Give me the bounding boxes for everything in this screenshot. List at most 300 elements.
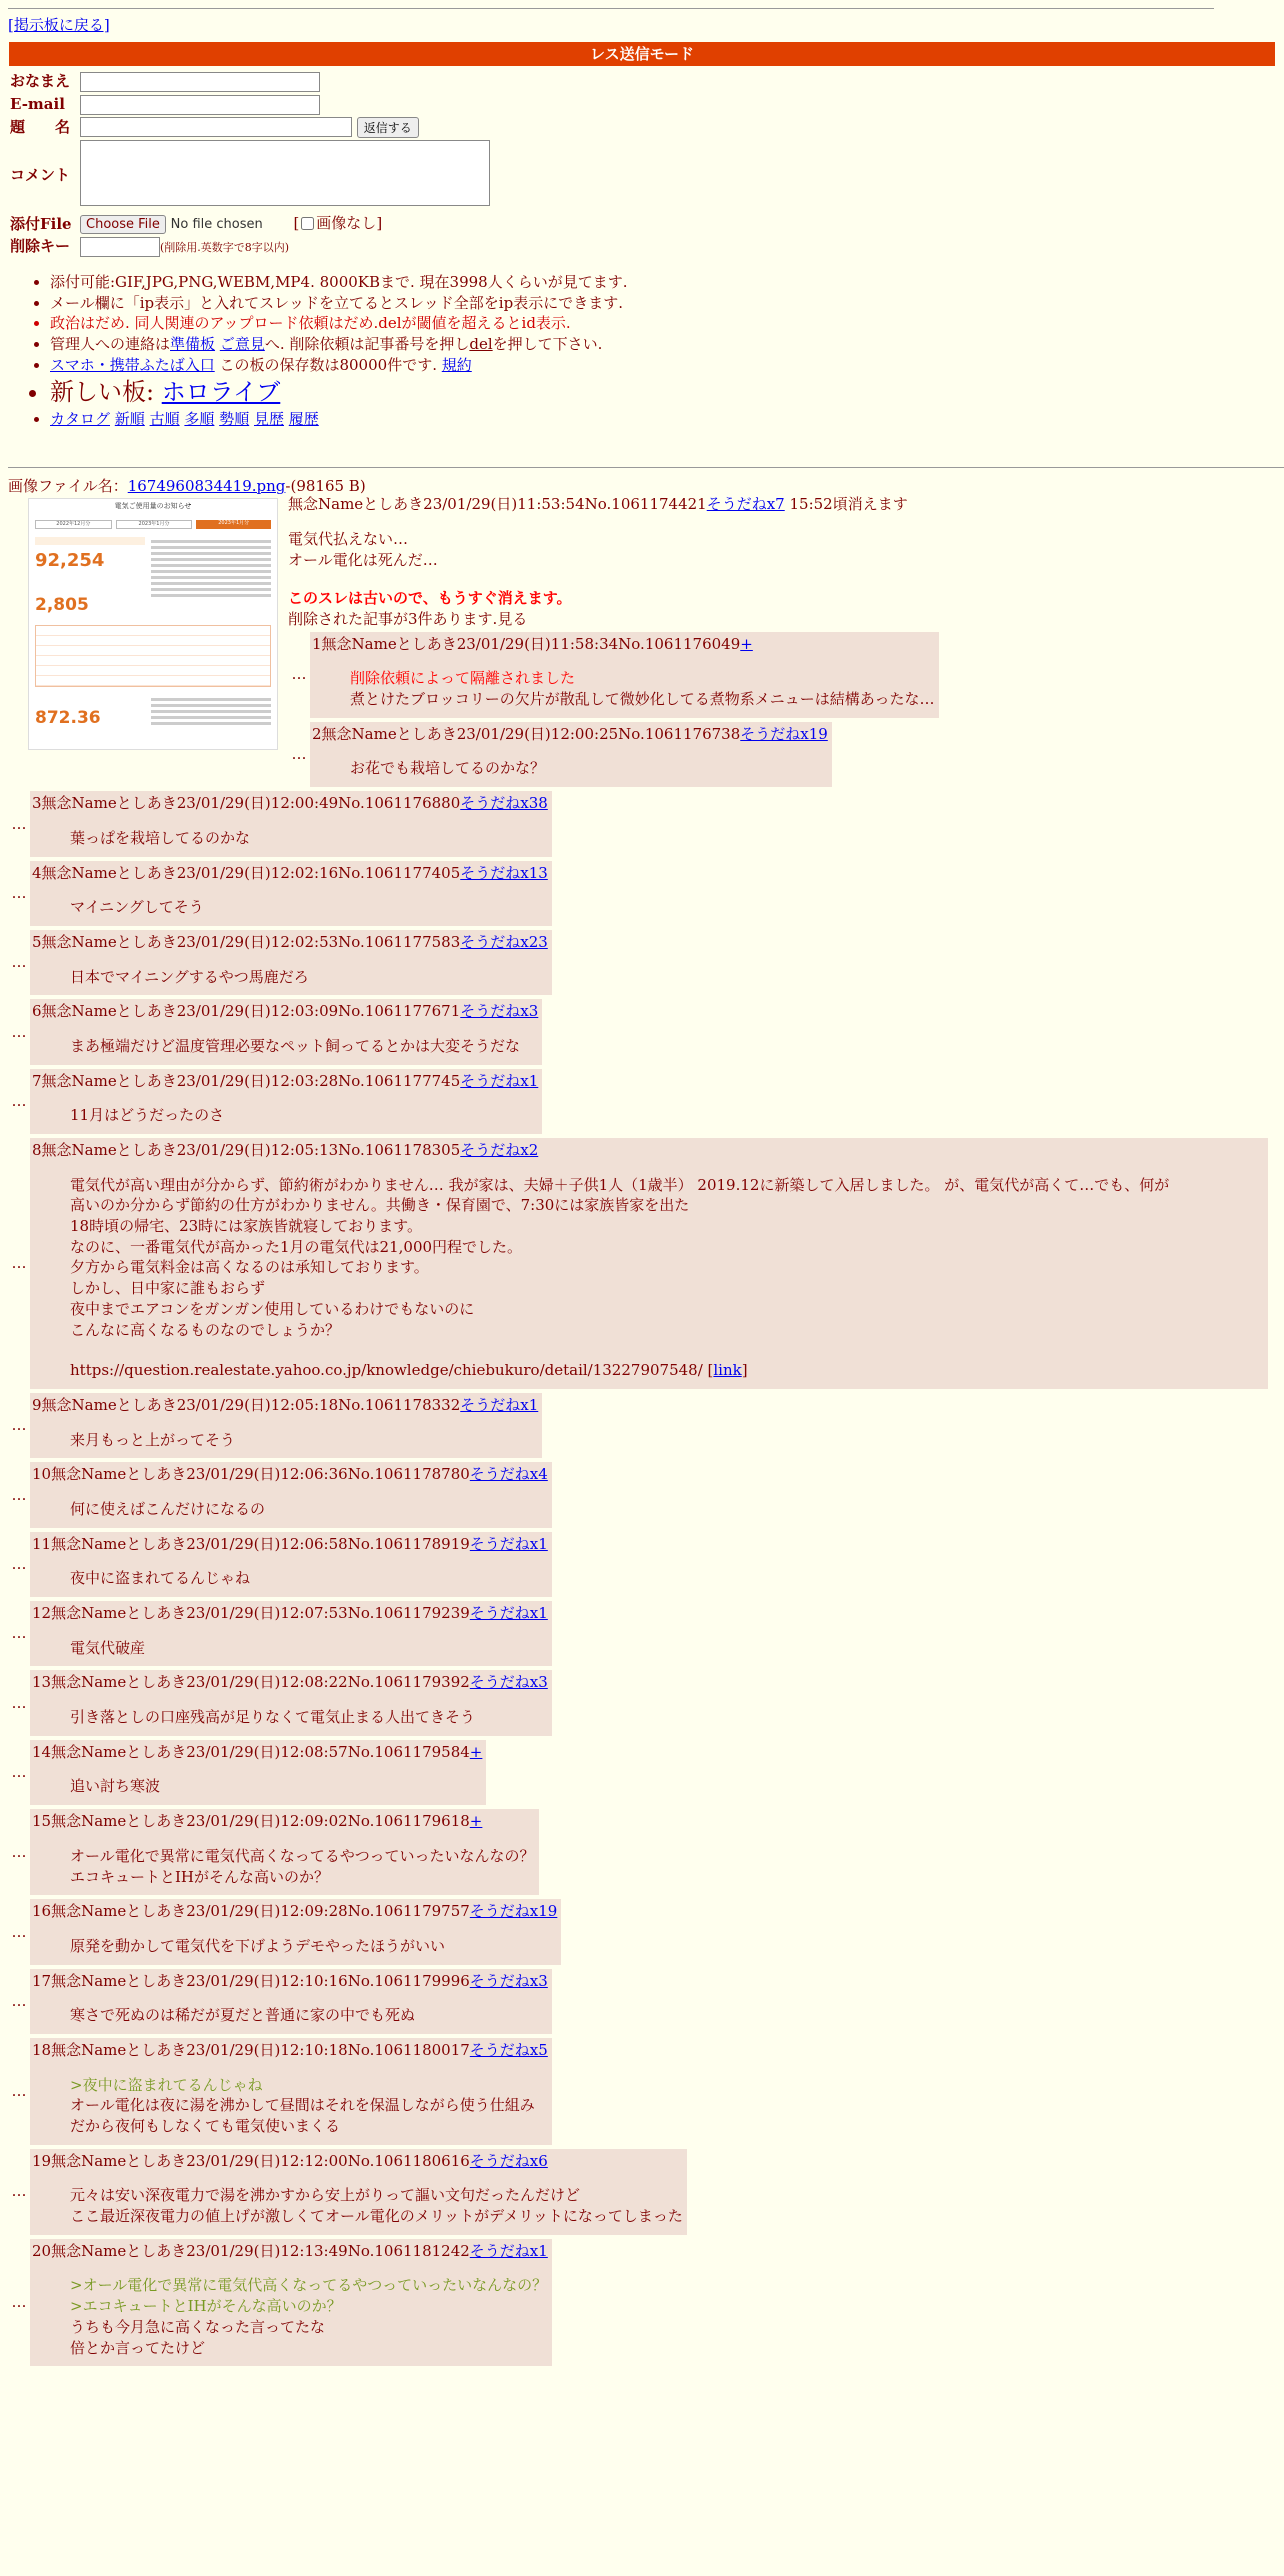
sodane-link[interactable]: そうだねx1 [460,1071,539,1090]
reply-header-text: 10無念Nameとしあき23/01/29(日)12:06:36No.1061178780 [32,1465,470,1484]
reply-header [32,1001,538,1022]
thumb-line [151,558,271,561]
reply-line-text: 元々は安い深夜電力で湯を沸かすから安上がりって謳い文句だったんだけど [70,2186,581,2205]
thumb-line [151,570,271,573]
rules-link[interactable]: 規約 [441,355,472,374]
reply-post [30,2038,552,2145]
thumb-lower [35,695,271,730]
reply-body [70,1036,538,1057]
reply-line-text: 電気代破産 [70,1638,146,1657]
reply-ellipsis: … [11,2082,27,2101]
sodane-link[interactable]: そうだねx5 [469,2040,548,2059]
top-rule [8,8,1214,9]
thumb-tab-1: 2022年12月分 [35,520,112,529]
reply-header-text: 19無念Nameとしあき23/01/29(日)12:12:00No.1061180616 [32,2151,470,2170]
quote-line [70,2296,548,2317]
thumb-right-lines [151,537,271,617]
note-storage: この板の保存数は80000件です. [214,355,437,374]
reply-post [30,999,542,1064]
reply-line [70,2338,548,2359]
reply-line [70,1320,1234,1341]
thumb-line [151,588,271,591]
choose-file-button[interactable]: Choose File [80,215,166,234]
reply-row [8,1393,1284,1458]
reply-header [32,932,548,953]
reply-line-text: 煮とけたブロッコリーの欠片が散乱して微妙化してる煮物系メニューは結構あったな… [350,690,935,709]
reply-header [32,2241,548,2262]
reply-post [30,791,552,856]
reply-line [70,1846,535,1867]
reply-line [70,1568,548,1589]
op-thumbnail[interactable] [28,498,278,750]
reply-header [312,724,828,745]
link-bracket: ] [741,1361,748,1380]
reply-post [30,1899,561,1964]
reply-line-text: 寒さで死ぬのは稀だが夏だと普通に家の中でも死ぬ [70,2006,416,2025]
reply-row [8,1601,1284,1666]
back-to-board-link[interactable]: [掲示板に戻る] [8,16,110,34]
reply-ellipsis: … [291,745,307,764]
reply-line [70,1216,1234,1237]
reply-ellipsis: … [11,883,27,902]
reply-row [8,1670,1284,1735]
reply-line [70,1638,548,1659]
sort-link[interactable]: 新順 [114,409,145,428]
del-word: del [469,335,493,354]
reply-list [8,632,1284,2367]
reply-header-text: 12無念Nameとしあき23/01/29(日)12:07:53No.1061179239 [32,1604,470,1623]
quote-line [70,2275,548,2296]
reply-line [70,2185,683,2206]
reply-line [70,1776,482,1797]
reply-post [30,1532,552,1597]
reply-header [32,2151,683,2172]
reply-body [70,1707,548,1728]
reply-line-text: 高いのか分からず節約の仕方がわかりません。共働き・保育園で、7:30には家族皆家を出た [70,1196,690,1215]
thread-separator [8,467,1284,468]
reply-line-text: 18時頃の帰宅、23時には家族皆就寝しております。 [70,1217,422,1236]
reply-line-text: 11月はどうだったのさ [70,1106,225,1125]
reply-post [30,1069,542,1134]
reply-line-text: だから夜何もしなくても電気使いまくる [70,2117,341,2136]
reply-header-text: 1無念Nameとしあき23/01/29(日)11:58:34No.1061176049 [312,634,741,653]
board-notes [22,272,1284,429]
reply-row [288,632,1284,718]
reply-header-text: 18無念Nameとしあき23/01/29(日)12:10:18No.1061180017 [32,2040,470,2059]
reply-header [32,1140,1264,1161]
reply-body [70,1430,538,1451]
reply-line [70,1867,535,1888]
reply-body [70,1936,557,1957]
file-name-label: 画像ファイル名： [8,477,128,496]
reply-line-text: オール電化は夜に湯を沸かして昼間はそれを保温しながら使う仕組み [70,2096,535,2115]
reply-body [70,2005,548,2026]
sort-link[interactable]: カタログ [50,409,111,428]
reply-post [30,1670,552,1735]
reply-row [8,2239,1284,2366]
reply-header-text: 11無念Nameとしあき23/01/29(日)12:06:58No.1061178919 [32,1534,470,1553]
reply-line-text: 日本でマイニングするやつ馬鹿だろ [70,967,309,986]
reply-ellipsis: … [11,1485,27,1504]
reply-header [32,1811,535,1832]
no-image-checkbox[interactable] [301,217,314,230]
note-mobile [50,355,1284,376]
reply-row [8,791,1284,856]
reply-line-text: お花でも栽培してるのかな？ [350,759,546,778]
reply-line [70,2206,683,2227]
note-contact-text: 管理人への連絡は [50,335,171,354]
reply-line [70,1278,1234,1299]
reply-line [70,1430,538,1451]
deleted-posts-note: 削除された記事が3件あります.見る [288,610,528,629]
sort-link[interactable]: 多順 [184,409,215,428]
thumb-bar [35,537,145,545]
reply-line [70,1175,1234,1196]
op-file-link[interactable]: 1674960834419.png [127,477,286,496]
op-file-size: -(98165 B) [285,477,366,496]
reply-row [8,861,1284,926]
note-contact [50,334,1284,355]
reply-header-text: 17無念Nameとしあき23/01/29(日)12:10:16No.1061179996 [32,1971,470,1990]
comment-label: コメント [10,166,71,185]
sodane-link[interactable]: そうだねx3 [469,1673,548,1692]
reply-line [70,1105,538,1126]
reply-body [70,1499,548,1520]
reply-row [8,1532,1284,1597]
reply-line-text: なのに、一番電気代が高かった1月の電気代は21,000円程でした。 [70,1237,523,1256]
op-header-text: 無念Nameとしあき23/01/29(日)11:53:54No.1061174421 [288,495,707,514]
note-contact-text3: を押して下さい. [492,335,603,354]
reply-line [350,758,828,779]
reply-header [32,2040,548,2061]
reply-line-text: エコキュートとIHがそんな高いのか？ [70,1867,330,1886]
back-link-wrap [8,15,1284,36]
reply-body [70,1175,1234,1381]
reply-header-text: 2無念Nameとしあき23/01/29(日)12:00:25No.1061176738 [312,724,741,743]
op-sodane-link[interactable]: そうだねx7 [706,495,785,514]
thumb-line [151,698,271,701]
reply-ellipsis: … [11,1092,27,1111]
reply-line [70,2095,548,2116]
reply-ellipsis: … [11,1555,27,1574]
note-sort-links [50,409,1284,430]
reply-line-text: しかし、日中家に誰もおらず [70,1279,266,1298]
reply-line [70,1299,1234,1320]
reply-row [8,1809,1284,1895]
reply-header [32,1395,538,1416]
reply-line-text: https://question.realestate.yahoo.co.jp/knowledge/chiebukuro/detail/13227907548/ [ [70,1361,714,1380]
sodane-link[interactable]: + [469,1812,483,1831]
reply-line-text: うちも今月急に高くなった言ってたな [70,2317,326,2336]
sodane-link[interactable]: そうだねx13 [460,863,548,882]
op-expire: 15:52頃消えます [784,495,908,514]
reply-body [70,2075,548,2137]
reply-body [70,1105,538,1126]
thumb-line [151,716,271,719]
reply-header-text: 20無念Nameとしあき23/01/29(日)12:13:49No.1061181242 [32,2241,470,2260]
sodane-link[interactable]: そうだねx1 [460,1395,539,1414]
name-label: おなまえ [10,72,71,91]
reply-line-text: 夕方から電気料金は高くなるのは承知しております。 [70,1258,429,1277]
reply-header-text: 14無念Nameとしあき23/01/29(日)12:08:57No.1061179584 [32,1742,470,1761]
feedback-link[interactable]: ご意見 [219,335,265,354]
reply-line-text: 夜中に盗まれてるんじゃね [70,1569,251,1588]
reply-ellipsis: … [11,1416,27,1435]
thumb-tab-3: 2023年1月分 [196,520,271,529]
reply-ellipsis: … [291,665,307,684]
reply-line-text: ここ最近深夜電力の値上げが激しくてオール電化のメリットがデメリットになってしまった [70,2207,683,2226]
reply-line [70,2317,548,2338]
new-board-text: 新しい板: [50,377,162,406]
reply-header [32,1603,548,1624]
reply-post [30,1740,486,1805]
reply-ellipsis: … [11,1842,27,1861]
reply-ellipsis: … [11,1763,27,1782]
reply-body [70,967,548,988]
reply-post [30,1393,542,1458]
reply-post [30,1969,552,2034]
reply-post [30,861,552,926]
old-thread-warning: このスレは古いので、もうすぐ消えます。 [288,589,572,608]
reply-line-text: こんなに高くなるものなのでしょうか？ [70,1320,341,1339]
email-input[interactable] [80,95,320,115]
sort-link[interactable]: 勢順 [219,409,250,428]
reply-line [350,668,935,689]
reply-header [32,1742,482,1763]
reply-line [350,689,935,710]
reply-header [32,1071,538,1092]
reply-header [312,634,935,655]
thumb-table [35,625,271,687]
reply-post [30,1601,552,1666]
reply-body [70,2185,683,2226]
reply-row [8,930,1284,995]
reply-ellipsis: … [11,1922,27,1941]
reply-header-text: 15無念Nameとしあき23/01/29(日)12:09:02No.1061179618 [32,1812,470,1831]
reply-mode-banner: レス送信モード [9,42,1275,67]
reply-line-text: 来月もっと上がってそう [70,1430,236,1449]
reply-body [350,668,935,709]
thumb-line [151,540,271,543]
thumb-value-2: 2,805 [35,594,89,615]
thumb-line [151,722,271,725]
thumb-tab-2: 2023年1月分 [116,520,193,529]
reply-header [32,1534,548,1555]
reply-line [70,1237,1234,1258]
thumb-line [151,710,271,713]
reply-header [32,1672,548,1693]
reply-post [30,1809,539,1895]
reply-line-text: 削除依頼によって隔離されました [350,669,576,688]
thumb-line [151,704,271,707]
reply-header-text: 16無念Nameとしあき23/01/29(日)12:09:28No.1061179757 [32,1902,470,1921]
sodane-link[interactable]: そうだねx1 [469,1604,548,1623]
reply-post [30,2239,552,2366]
reply-body [70,2275,548,2358]
sodane-link[interactable]: そうだねx4 [469,1465,548,1484]
hololive-link[interactable]: ホロライブ [161,377,281,406]
reply-row [8,1740,1284,1805]
reply-header [32,1901,557,1922]
sodane-link[interactable]: そうだねx23 [460,932,548,951]
reply-ellipsis: … [11,2293,27,2312]
reply-post [310,722,832,787]
reply-header-text: 4無念Nameとしあき23/01/29(日)12:02:16No.1061177405 [32,863,461,882]
sodane-link[interactable]: そうだねx6 [469,2151,548,2170]
reply-post [30,2149,687,2235]
reply-line [70,1499,548,1520]
reply-post [30,1138,1268,1389]
reply-post [310,632,939,718]
sort-link[interactable]: 古順 [149,409,180,428]
reply-ellipsis: … [11,953,27,972]
thumb-line [151,582,271,585]
email-label: E-mail [10,95,65,114]
reply-line-text: 夜中までエアコンをガンガン使用しているわけでもないのに [70,1299,475,1318]
reply-header-text: 9無念Nameとしあき23/01/29(日)12:05:18No.1061178332 [32,1395,461,1414]
reply-row [8,2038,1284,2145]
sodane-link[interactable]: そうだねx38 [460,794,548,813]
reply-body [70,897,548,918]
sort-link[interactable]: 見歴 [253,409,284,428]
sodane-link[interactable]: そうだねx3 [469,1971,548,1990]
reply-header-text: 6無念Nameとしあき23/01/29(日)12:03:09No.1061177671 [32,1002,461,1021]
submit-button[interactable]: 返信する [357,117,419,138]
reply-line-text: 引き落としの口座残高が足りなくて電気止まる人出てきそう [70,1708,476,1727]
reply-row [8,1138,1284,1389]
file-label: 添付File [10,214,72,233]
reply-line-text: 電気代が高い理由が分からず、節約術がわかりません… 我が家は、夫婦＋子供1人（1歳半） 2019.12に新築して入居しました。 が、電気代が高くて…でも、何が [70,1175,1170,1194]
sodane-link[interactable]: そうだねx1 [469,2241,548,2260]
reply-ellipsis: … [11,814,27,833]
subject-input[interactable] [80,117,352,137]
reply-header-text: 5無念Nameとしあき23/01/29(日)12:02:53No.1061177583 [32,932,461,951]
reply-ellipsis: … [11,1624,27,1643]
reply-line [70,2116,548,2137]
reply-line [70,1707,548,1728]
reply-header-text: 3無念Nameとしあき23/01/29(日)12:00:49No.1061176880 [32,794,461,813]
sodane-link[interactable]: + [740,634,753,653]
thumb-lower-lines [151,695,271,730]
sodane-link[interactable]: そうだねx2 [460,1141,539,1160]
note-new-board [50,376,1284,409]
sodane-link[interactable]: そうだねx19 [469,1902,558,1921]
mobile-entry-link[interactable]: スマホ・携帯ふたば入口 [50,355,215,374]
delete-key-hint: (削除用.英数字で8字以内) [160,241,290,255]
reply-line [70,967,548,988]
reply-ellipsis: … [11,2182,27,2201]
thumb-line [151,576,271,579]
reply-ellipsis: … [11,1991,27,2010]
thumb-title: 電気ご使用量のお知らせ [114,502,192,511]
reply-ellipsis: … [11,1022,27,1041]
reply-post [30,930,552,995]
reply-line [70,897,548,918]
reply-header [32,1971,548,1992]
reply-row [8,1462,1284,1527]
reply-line-text: オール電化で異常に電気代高くなってるやつっていったいなんなの？ [70,1846,535,1865]
reply-line [70,1257,1234,1278]
note-politics: • 政治はだめ. 同人関連のアップロード依頼はだめ.delが閾値を超えるとid表示. [50,313,1284,334]
reply-line [70,1036,538,1057]
reply-row [8,999,1284,1064]
note-contact-text2: へ. 削除依頼は記事番号を押し [264,335,470,354]
reply-line [70,1936,557,1957]
reply-header [32,1464,548,1485]
reply-line-text: >オール電化で異常に電気代高くなってるやつっていったいなんなの？ [70,2276,548,2295]
delete-key-input[interactable] [80,237,160,257]
reply-line [70,1195,1234,1216]
thumb-line [151,594,271,597]
comment-textarea[interactable] [80,140,490,206]
reply-line [70,828,548,849]
sodane-link[interactable]: そうだねx19 [740,724,828,743]
reply-ellipsis: … [11,1693,27,1712]
reply-post [30,1462,552,1527]
reply-row [8,2149,1284,2235]
reply-line-text: >夜中に盗まれてるんじゃね [70,2075,263,2094]
subject-label: 題 名 [10,117,71,136]
quote-line [70,2075,548,2096]
reply-header-text: 7無念Nameとしあき23/01/29(日)12:03:28No.1061177745 [32,1071,461,1090]
name-input[interactable] [80,72,320,92]
thumb-line [151,552,271,555]
reply-body [70,1846,535,1887]
post-form: おなまえ E-mail 題 名 返信する コメント 添付File Choose File No file chosen [ 画像なし] 削除キー (削除用.英数字で8字以内) [8,70,492,258]
sort-link[interactable]: 履歴 [288,409,319,428]
reply-header-text: 8無念Nameとしあき23/01/29(日)12:05:13No.1061178305 [32,1141,461,1160]
reply-line [70,2005,548,2026]
sodane-link[interactable]: そうだねx3 [460,1002,539,1021]
reply-body [70,1638,548,1659]
reply-row [8,1899,1284,1964]
external-link[interactable]: link [713,1361,742,1380]
reply-line-text: マイニングしてそう [70,898,204,917]
reply-header [32,863,548,884]
reply-line-text: まあ極端だけど温度管理必要なペット飼ってるとかは大変そうだな [70,1036,521,1055]
op-header [288,494,1284,515]
reply-body [70,1776,482,1797]
thumb-upper [35,537,271,617]
reply-line-text: 何に使えばこんだけになるの [70,1499,266,1518]
op-post [288,476,1284,629]
thumb-tabs [35,520,271,529]
sodane-link[interactable]: + [469,1742,483,1761]
reply-row [288,722,1284,787]
thumb-spacer [35,574,145,594]
note-ip: • メール欄に「ip表示」と入れてスレッドを立てるとスレッド全部をip表示にできます. [50,293,1284,314]
op-line-1: 電気代払えない… [288,529,409,548]
prep-board-link[interactable]: 準備板 [170,335,216,354]
reply-header [32,793,548,814]
reply-body [70,1568,548,1589]
reply-line-text: 原発を動かして電気代を下げようデモやったほうがいい [70,1936,446,1955]
reply-line-text: 葉っぱを栽培してるのかな [70,828,251,847]
reply-ellipsis: … [11,1254,27,1273]
reply-line [70,1340,1234,1360]
delete-key-label: 削除キー [10,237,71,256]
op-line-2: オール電化は死んだ… [288,550,438,569]
note-filetypes: • 添付可能:GIF,JPG,PNG,WEBM,MP4. 8000KBまで. 現在3998人くらいが見てます. [50,272,1284,293]
reply-row [8,1969,1284,2034]
reply-line-text: >エコキュートとIHがそんな高いのか？ [70,2297,342,2316]
thumb-line [151,546,271,549]
reply-header-text: 13無念Nameとしあき23/01/29(日)12:08:22No.1061179392 [32,1673,470,1692]
no-image-label: 画像なし [316,214,377,233]
thumb-line [151,564,271,567]
reply-body [70,828,548,849]
sodane-link[interactable]: そうだねx1 [469,1534,548,1553]
